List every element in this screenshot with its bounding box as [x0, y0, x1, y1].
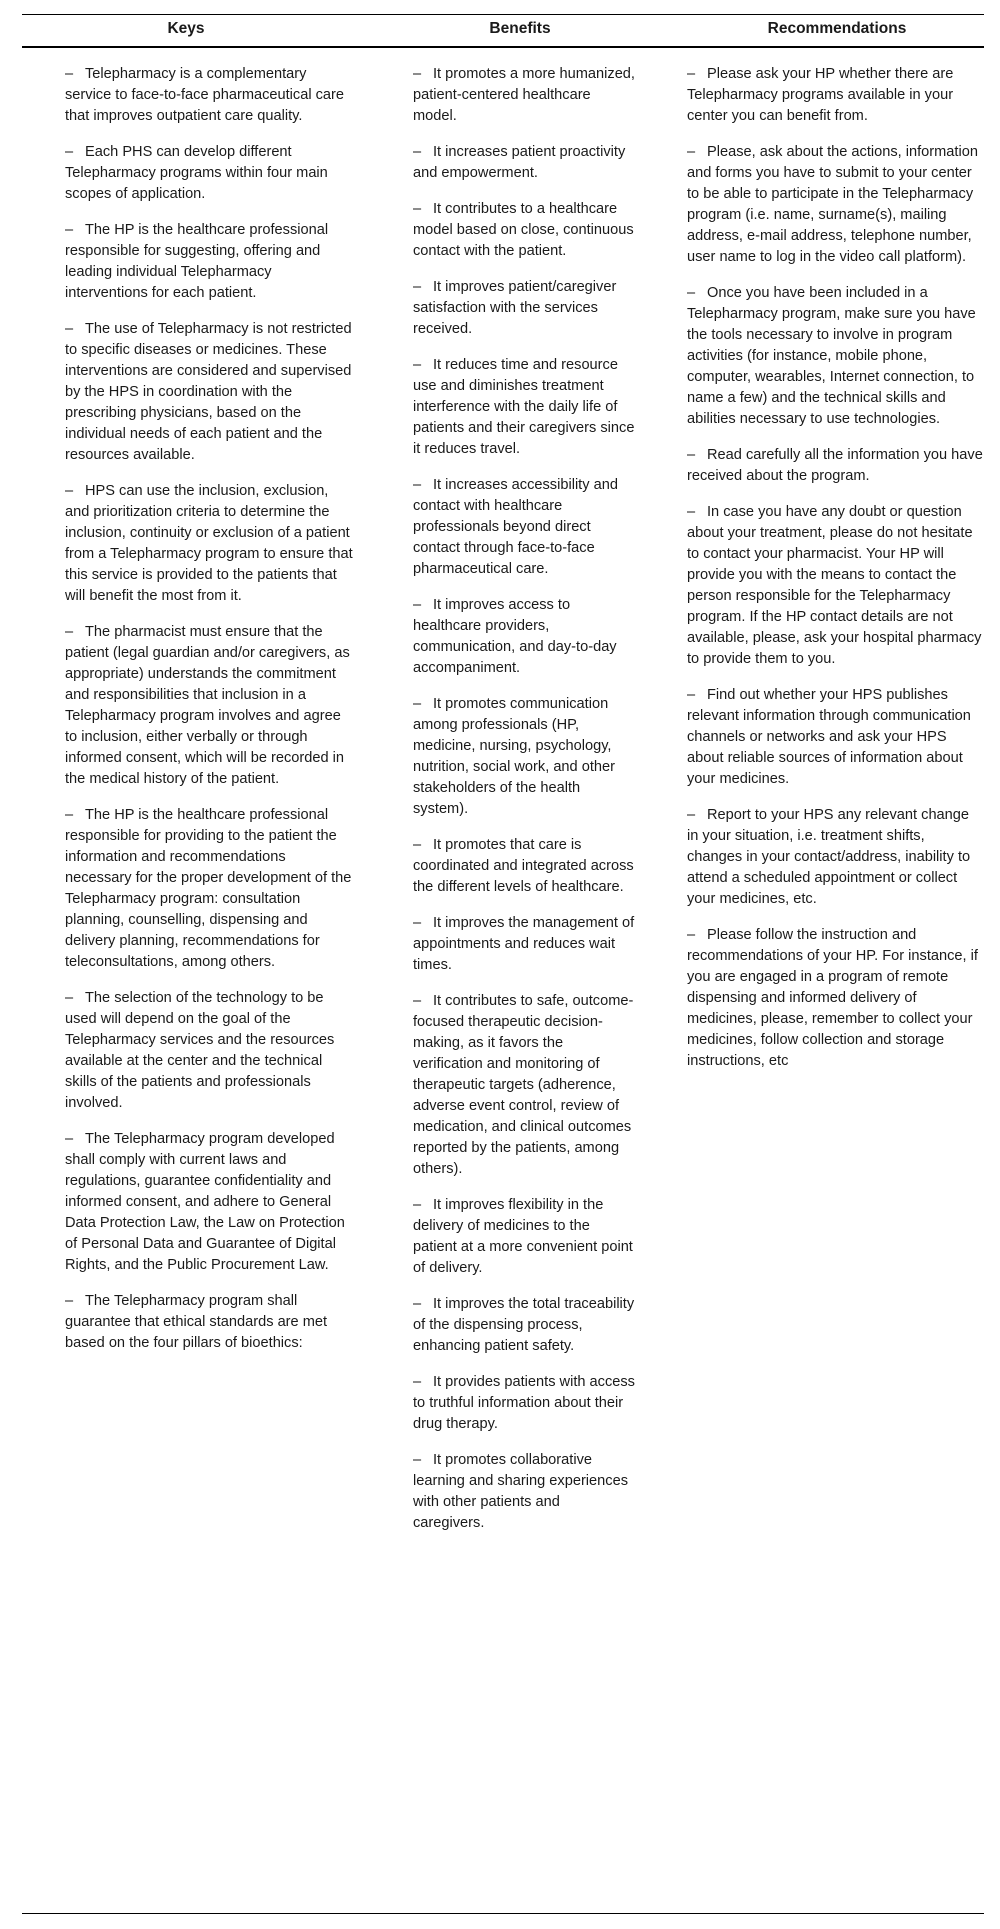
keys-item [65, 988, 355, 1114]
benefits-item [413, 1450, 635, 1534]
keys-item-text: The pharmacist must ensure that the patient (legal guardian and/or caregivers, as appropriate) understands the commitment and responsibilities that inclusion in a Telepharmacy program involves and agree to inclusion, either verbally or through informed consent, which will be recorded in the medical history of the patient. [65, 624, 350, 787]
bullet-dash: – [413, 477, 422, 493]
keys-item [65, 220, 355, 304]
recommendations-item-text: Once you have been included in a Telepharmacy program, make sure you have the tools necessary to involve in program activities (for instance, mobile phone, computer, wearables, Internet connection, to name a few) and the technical skills and abilities necessary to use technologies. [687, 285, 976, 427]
keys-item-text: The use of Telepharmacy is not restricted to specific diseases or medicines. These interventions are considered and supervised by the HPS in coordination with the prescribing physicians, based on the individual needs of each patient and the resources available. [65, 321, 352, 463]
bullet-dash: – [413, 201, 422, 217]
keys-item [65, 1129, 355, 1276]
bullet-dash: – [687, 927, 696, 943]
bullet-dash: – [413, 597, 422, 613]
bullet-dash: – [65, 990, 74, 1006]
recommendations-item-text: Find out whether your HPS publishes relevant information through communication channels or networks and ask your HPS about reliable sources of information about your medicines. [687, 687, 971, 787]
benefits-item-text: It improves the total traceability of the dispensing process, enhancing patient safety. [413, 1296, 635, 1354]
bullet-dash: – [413, 915, 422, 931]
keys-item-text: The HP is the healthcare professional responsible for providing to the patient the information and recommendations necessary for the proper development of the Telepharmacy program: consultation planning, counselling, dispensing and delivery planning, recommendations for teleconsultations, among others. [65, 807, 352, 970]
benefits-item [413, 913, 635, 976]
bullet-dash: – [687, 807, 696, 823]
recommendations-item-text: Read carefully all the information you have received about the program. [687, 447, 983, 484]
recommendations-column [687, 49, 983, 1072]
benefits-item [413, 199, 635, 262]
benefits-item [413, 277, 635, 340]
benefits-item [413, 835, 635, 898]
bullet-dash: – [65, 483, 74, 499]
bullet-dash: – [687, 66, 696, 82]
bullet-dash: – [65, 222, 74, 238]
bullet-dash: – [413, 66, 422, 82]
bullet-dash: – [413, 993, 422, 1009]
benefits-item [413, 1195, 635, 1279]
benefits-item [413, 595, 635, 679]
keys-item-text: The HP is the healthcare professional responsible for suggesting, offering and leading individual Telepharmacy interventions for each patient. [65, 222, 329, 301]
benefits-item-text: It reduces time and resource use and diminishes treatment interference with the daily life of patients and their caregivers since it reduces travel. [413, 357, 635, 457]
table-header-rule [22, 46, 984, 48]
table-bottom-rule [22, 1913, 984, 1914]
benefits-column [413, 49, 635, 1534]
bullet-dash: – [687, 504, 696, 520]
bullet-dash: – [65, 807, 74, 823]
keys-item-text: Each PHS can develop different Telepharmacy programs within four main scopes of application. [65, 144, 328, 202]
benefits-item [413, 64, 635, 127]
column-header-benefits: Benefits [489, 20, 551, 37]
bullet-dash: – [65, 1131, 74, 1147]
recommendations-item-text: Please follow the instruction and recommendations of your HP. For instance, if you are engaged in a program of remote dispensing and informed delivery of medicines, please, remember to collect your medicines, follow collection and storage instructions, etc [687, 927, 978, 1069]
benefits-item-text: It promotes collaborative learning and sharing experiences with other patients and caregivers. [413, 1452, 628, 1531]
bullet-dash: – [65, 321, 74, 337]
bullet-dash: – [65, 624, 74, 640]
recommendations-item-text: Report to your HPS any relevant change in your situation, i.e. treatment shifts, changes in your contact/address, inability to attend a scheduled appointment or collect your medicines, etc. [687, 807, 971, 907]
benefits-item-text: It contributes to a healthcare model based on close, continuous contact with the patient. [413, 201, 634, 259]
benefits-item-text: It promotes communication among professionals (HP, medicine, nursing, psychology, nutrition, social work, and other stakeholders of the health system). [413, 696, 615, 817]
bullet-dash: – [413, 144, 422, 160]
benefits-item-text: It improves flexibility in the delivery of medicines to the patient at a more convenient point of delivery. [413, 1197, 633, 1276]
keys-item [65, 1291, 355, 1354]
recommendations-item-text: Please ask your HP whether there are Telepharmacy programs available in your center you can benefit from. [687, 66, 954, 124]
recommendations-item-text: Please, ask about the actions, information and forms you have to submit to your center to be able to participate in the Telepharmacy program (i.e. name, surname(s), mailing address, e-mail address, telephone number, user name to log in the video call platform). [687, 144, 978, 265]
keys-column [65, 49, 355, 1354]
benefits-item-text: It increases patient proactivity and empowerment. [413, 144, 626, 181]
recommendations-item [687, 805, 983, 910]
bullet-dash: – [413, 696, 422, 712]
benefits-item [413, 1372, 635, 1435]
recommendations-item-text: In case you have any doubt or question about your treatment, please do not hesitate to contact your pharmacist. Your HP will provide you with the means to contact the person responsible for the Telepharmacy program. If the HP contact details are not available, please, ask your hospital pharmacy to provide them to you. [687, 504, 982, 667]
recommendations-item [687, 502, 983, 670]
column-header-recommendations: Recommendations [767, 20, 907, 37]
bullet-dash: – [413, 1296, 422, 1312]
keys-item [65, 622, 355, 790]
bullet-dash: – [65, 1293, 74, 1309]
benefits-item [413, 1294, 635, 1357]
column-header-keys: Keys [167, 20, 205, 37]
bullet-dash: – [687, 687, 696, 703]
benefits-item-text: It improves patient/caregiver satisfaction with the services received. [413, 279, 617, 337]
benefits-item-text: It promotes a more humanized, patient-centered healthcare model. [413, 66, 635, 124]
benefits-item-text: It provides patients with access to truthful information about their drug therapy. [413, 1374, 635, 1432]
benefits-item [413, 355, 635, 460]
keys-item-text: Telepharmacy is a complementary service to face-to-face pharmaceutical care that improves outpatient care quality. [65, 66, 345, 124]
benefits-item-text: It promotes that care is coordinated and integrated across the different levels of healthcare. [413, 837, 634, 895]
benefits-item [413, 142, 635, 184]
benefits-item-text: It improves the management of appointments and reduces wait times. [413, 915, 635, 973]
keys-item-text: The Telepharmacy program shall guarantee that ethical standards are met based on the four pillars of bioethics: [65, 1293, 328, 1351]
table-header-row [22, 14, 984, 46]
recommendations-item [687, 925, 983, 1072]
bullet-dash: – [413, 357, 422, 373]
bullet-dash: – [687, 447, 696, 463]
bullet-dash: – [413, 1197, 422, 1213]
benefits-item [413, 694, 635, 820]
keys-item [65, 319, 355, 466]
bullet-dash: – [687, 144, 696, 160]
recommendations-item [687, 445, 983, 487]
keys-item-text: The selection of the technology to be used will depend on the goal of the Telepharmacy services and the resources available at the center and the technical skills of the patients and professionals involved. [65, 990, 335, 1111]
bullet-dash: – [413, 1374, 422, 1390]
benefits-item-text: It contributes to safe, outcome-focused therapeutic decision-making, as it favors the verification and monitoring of therapeutic targets (adherence, adverse event control, review of medication, and clinical outcomes reported by the patients, among others). [413, 993, 634, 1177]
bullet-dash: – [687, 285, 696, 301]
recommendations-item [687, 283, 983, 430]
recommendations-item [687, 142, 983, 268]
benefits-item-text: It increases accessibility and contact with healthcare professionals beyond direct contact through face-to-face pharmaceutical care. [413, 477, 618, 577]
bullet-dash: – [65, 144, 74, 160]
keys-item-text: HPS can use the inclusion, exclusion, and prioritization criteria to determine the inclusion, continuity or exclusion of a patient from a Telepharmacy program to ensure that this service is provided to the patients that will benefit the most from it. [65, 483, 353, 604]
bullet-dash: – [413, 279, 422, 295]
benefits-item [413, 475, 635, 580]
keys-item-text: The Telepharmacy program developed shall comply with current laws and regulations, guarantee confidentiality and informed consent, and adhere to General Data Protection Law, the Law on Protection of Personal Data and Guarantee of Digital Rights, and the Public Procurement Law. [65, 1131, 345, 1273]
benefits-item [413, 991, 635, 1180]
benefits-item-text: It improves access to healthcare providers, communication, and day-to-day accompaniment. [413, 597, 617, 676]
keys-item [65, 481, 355, 607]
recommendations-item [687, 685, 983, 790]
keys-item [65, 64, 355, 127]
bullet-dash: – [413, 1452, 422, 1468]
bullet-dash: – [413, 837, 422, 853]
bullet-dash: – [65, 66, 74, 82]
keys-item [65, 142, 355, 205]
recommendations-item [687, 64, 983, 127]
keys-item [65, 805, 355, 973]
